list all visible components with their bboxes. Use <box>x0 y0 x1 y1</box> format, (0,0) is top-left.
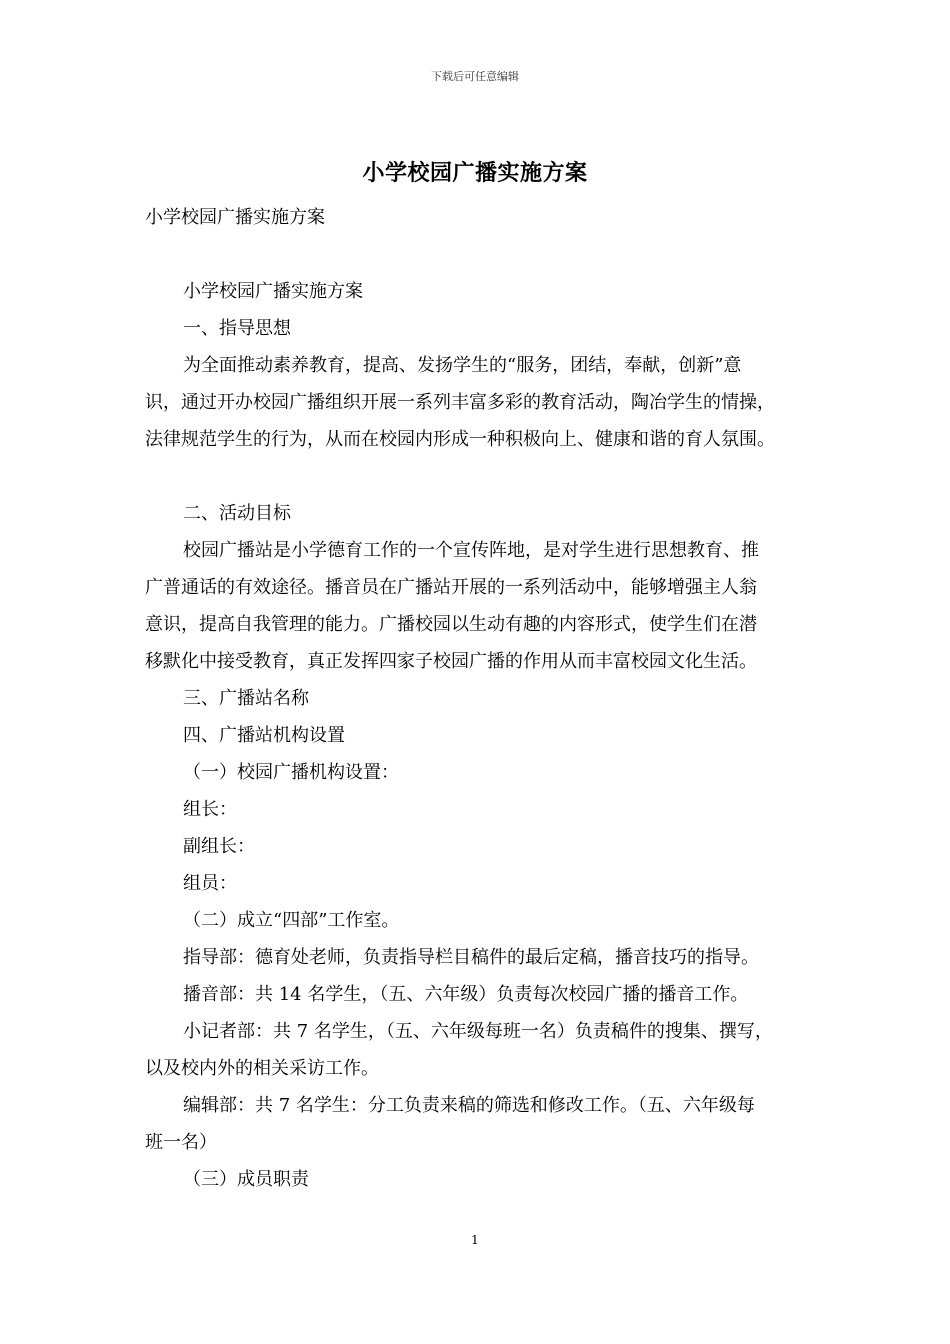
paragraph-line: 编辑部：共 7 名学生：分工负责来稿的筛选和修改工作。（五、六年级每 <box>183 1095 755 1116</box>
subtitle: 小学校园广播实施方案 <box>145 207 325 228</box>
paragraph-line: 广普通话的有效途径。播音员在广播站开展的一系列活动中，能够增强主人翁 <box>145 577 757 598</box>
section-heading: 一、指导思想 <box>183 318 291 339</box>
document-body <box>145 199 825 1198</box>
subsection-heading: （二）成立“四部”工作室。 <box>183 910 400 931</box>
subsection-heading: （一）校园广播机构设置： <box>183 762 399 783</box>
role-line: 组员： <box>183 873 237 894</box>
role-line: 副组长： <box>183 836 255 857</box>
section-heading: 二、活动目标 <box>183 503 291 524</box>
section-heading: 三、广播站名称 <box>183 688 309 709</box>
paragraph-line: 班一名） <box>145 1132 217 1153</box>
section-heading: 小学校园广播实施方案 <box>183 281 363 302</box>
paragraph-line: 以及校内外的相关采访工作。 <box>145 1058 379 1079</box>
paragraph-line: 法律规范学生的行为，从而在校园内形成一种积极向上、健康和谐的育人氛围。 <box>145 429 775 450</box>
section-heading: 四、广播站机构设置 <box>183 725 345 746</box>
role-line: 组长： <box>183 799 237 820</box>
paragraph-line: 播音部：共 14 名学生，（五、六年级）负责每次校园广播的播音工作。 <box>183 984 749 1005</box>
paragraph-line: 识，通过开办校园广播组织开展一系列丰富多彩的教育活动，陶冶学生的情操， <box>145 392 775 413</box>
document-title: 小学校园广播实施方案 <box>362 160 588 186</box>
subsection-heading: （三）成员职责 <box>183 1169 309 1190</box>
paragraph-line: 小记者部：共 7 名学生，（五、六年级每班一名）负责稿件的搜集、撰写， <box>183 1021 773 1042</box>
header-note: 下载后可任意编辑 <box>431 70 519 83</box>
paragraph-line: 意识，提高自我管理的能力。广播校园以生动有趣的内容形式，使学生们在潜 <box>145 614 757 635</box>
paragraph-line: 移默化中接受教育，真正发挥四家子校园广播的作用从而丰富校园文化生活。 <box>145 651 757 672</box>
paragraph-line: 校园广播站是小学德育工作的一个宣传阵地，是对学生进行思想教育、推 <box>183 540 759 561</box>
paragraph-line: 指导部：德育处老师，负责指导栏目稿件的最后定稿，播音技巧的指导。 <box>183 947 759 968</box>
page-number: 1 <box>471 1233 479 1247</box>
paragraph-line: 为全面推动素养教育，提高、发扬学生的“服务，团结，奉献，创新”意 <box>183 355 742 376</box>
